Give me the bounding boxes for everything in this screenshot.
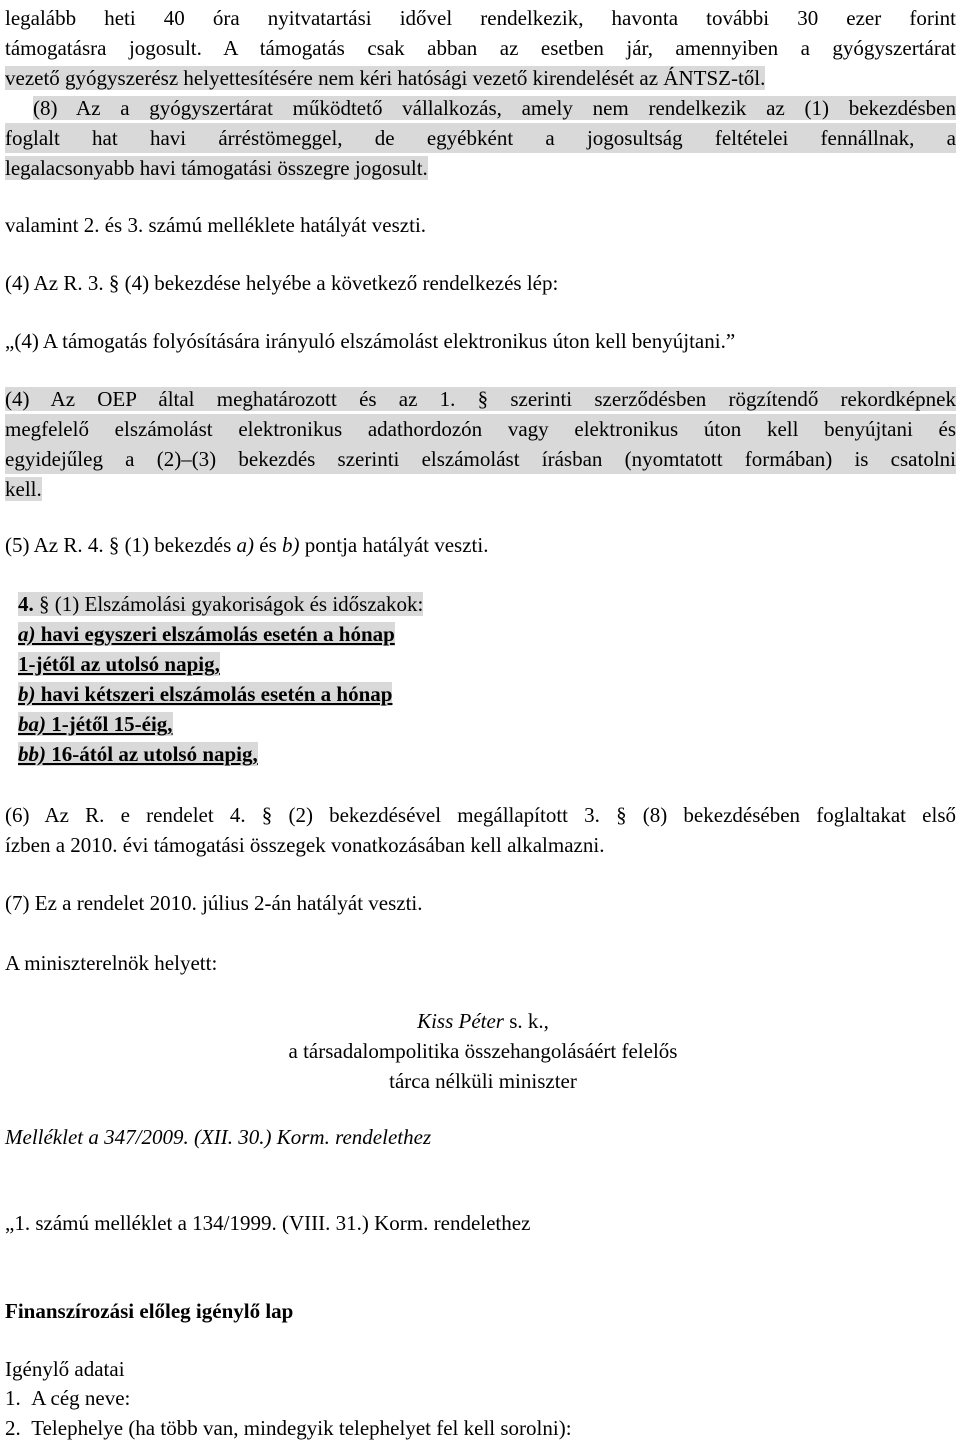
signer-role-1: a társadalompolitika összehangolásáért felelős <box>288 1039 678 1063</box>
p5-post: pontja hatályát veszti. <box>299 533 489 557</box>
s4-ba-letter: ba) <box>18 712 46 736</box>
p4-new-line-4-text: kell. <box>5 477 42 501</box>
para8-line-3 <box>5 153 956 183</box>
s4-ba-text: 1-jétől 15-éig, <box>46 712 173 736</box>
para8-line-1-text: (8) Az a gyógyszertárat működtető vállalkozás, amely nem rendelkezik az (1) bekezdésben <box>33 96 956 120</box>
p4-quote: „(4) A támogatás folyósítására irányuló elszámolást elektronikus úton kell benyújtani.” <box>5 329 736 353</box>
signer-sk: s. k., <box>503 1009 549 1033</box>
p4-new-line-3: egyidejűleg a (2)–(3) bekezdés szerinti elszámolást írásban (nyomtatott formában) is csatolni <box>5 444 956 474</box>
s4-a-cont: 1-jétől az utolsó napig, <box>18 652 220 676</box>
s4-heading-text <box>18 592 423 616</box>
s4-item-b <box>18 679 956 709</box>
signature-name-line <box>5 1006 960 1036</box>
signature-block <box>5 1006 960 1096</box>
form-item <box>5 1413 956 1443</box>
s4-item-bb <box>18 739 956 769</box>
p4-heading: (4) Az R. 3. § (4) bekezdése helyébe a következő rendelkezés lép: <box>5 271 559 295</box>
para8-line-2: foglalt hat havi árréstömeggel, de egyébként a jogosultság feltételei fennállnak, a <box>5 123 956 153</box>
annex-reference: „1. számú melléklet a 134/1999. (VIII. 31.) Korm. rendelethez <box>5 1211 531 1235</box>
form-section-heading: Igénylő adatai <box>5 1357 125 1381</box>
p5-a: a) <box>236 533 255 557</box>
s4-heading-line <box>18 589 956 619</box>
s4-b-letter: b) <box>18 682 36 706</box>
signer-name: Kiss Péter <box>417 1009 504 1033</box>
section-4 <box>18 589 956 769</box>
form-items <box>5 1383 956 1443</box>
p5-mid: és <box>254 533 283 557</box>
s4-bb-text: 16-ától az utolsó napig, <box>46 742 258 766</box>
form-item-number: 2. <box>5 1416 21 1440</box>
s4-item-b-text <box>18 682 392 706</box>
p4-new-line-2: megfelelő elszámolást elektronikus adathordozón vagy elektronikus úton kell benyújtani és <box>5 414 956 444</box>
signature-intro: A miniszterelnök helyett: <box>5 951 218 975</box>
p6-line-2: ízben a 2010. évi támogatási összegek vonatkozásában kell alkalmazni. <box>5 833 605 857</box>
intro-line-3 <box>5 63 956 93</box>
p7-line: (7) Ez a rendelet 2010. július 2-án hatályát veszti. <box>5 891 423 915</box>
p5-b: b) <box>282 533 300 557</box>
para8-line-1 <box>5 93 956 123</box>
s4-item-ba-text <box>18 712 173 736</box>
p4-new-paragraph <box>5 384 956 504</box>
p4-new-line-1-text: (4) Az OEP által meghatározott és az 1. § szerinti szerződésben rögzítendő rekordképnek <box>5 387 956 411</box>
s4-num: 4. <box>18 592 34 616</box>
intro-line-1: legalább heti 40 óra nyitvatartási idővel rendelkezik, havonta további 30 ezer forint <box>5 6 956 30</box>
paragraph-8 <box>5 93 956 183</box>
s4-item-a-text <box>18 622 395 646</box>
intro-line-2: támogatásra jogosult. A támogatás csak abban az esetben jár, amennyiben a gyógyszertárat <box>5 36 956 60</box>
p5-pre: (5) Az R. 4. § (1) bekezdés <box>5 533 237 557</box>
annex-title: Melléklet a 347/2009. (XII. 30.) Korm. rendelethez <box>5 1125 432 1149</box>
form-item-label: Telephelye (ha több van, mindegyik telephelyet fel kell sorolni): <box>31 1416 572 1440</box>
valamint-line: valamint 2. és 3. számú melléklete hatályát veszti. <box>5 213 427 237</box>
p4-new-line-4 <box>5 474 956 504</box>
p5-line <box>5 530 956 560</box>
s4-a-letter: a) <box>18 622 36 646</box>
form-item-label: A cég neve: <box>31 1386 131 1410</box>
form-title: Finanszírozási előleg igénylő lap <box>5 1299 294 1323</box>
form-item <box>5 1383 956 1413</box>
s4-bb-letter: bb) <box>18 742 46 766</box>
s4-item-bb-text <box>18 742 258 766</box>
form-item-number: 1. <box>5 1386 21 1410</box>
intro-line-3-text: vezető gyógyszerész helyettesítésére nem kéri hatósági vezető kirendelését az ÁNTSZ-től. <box>5 66 766 90</box>
p6-line-1: (6) Az R. e rendelet 4. § (2) bekezdésével megállapított 3. § (8) bekezdésében foglaltakat első <box>5 803 956 827</box>
signer-role-2: tárca nélküli miniszter <box>389 1069 577 1093</box>
s4-item-a-cont <box>18 649 956 679</box>
s4-b-text: havi kétszeri elszámolás esetén a hónap <box>35 682 393 706</box>
s4-a-text: havi egyszeri elszámolás esetén a hónap <box>35 622 395 646</box>
s4-heading: § (1) Elszámolási gyakoriságok és időszakok: <box>33 592 424 616</box>
intro-paragraph <box>5 3 956 93</box>
s4-item-ba <box>18 709 956 739</box>
p4-new-line-1 <box>5 384 956 414</box>
paragraph-6 <box>5 800 956 860</box>
s4-item-a <box>18 619 956 649</box>
para8-line-3-text: legalacsonyabb havi támogatási összegre jogosult. <box>5 156 428 180</box>
